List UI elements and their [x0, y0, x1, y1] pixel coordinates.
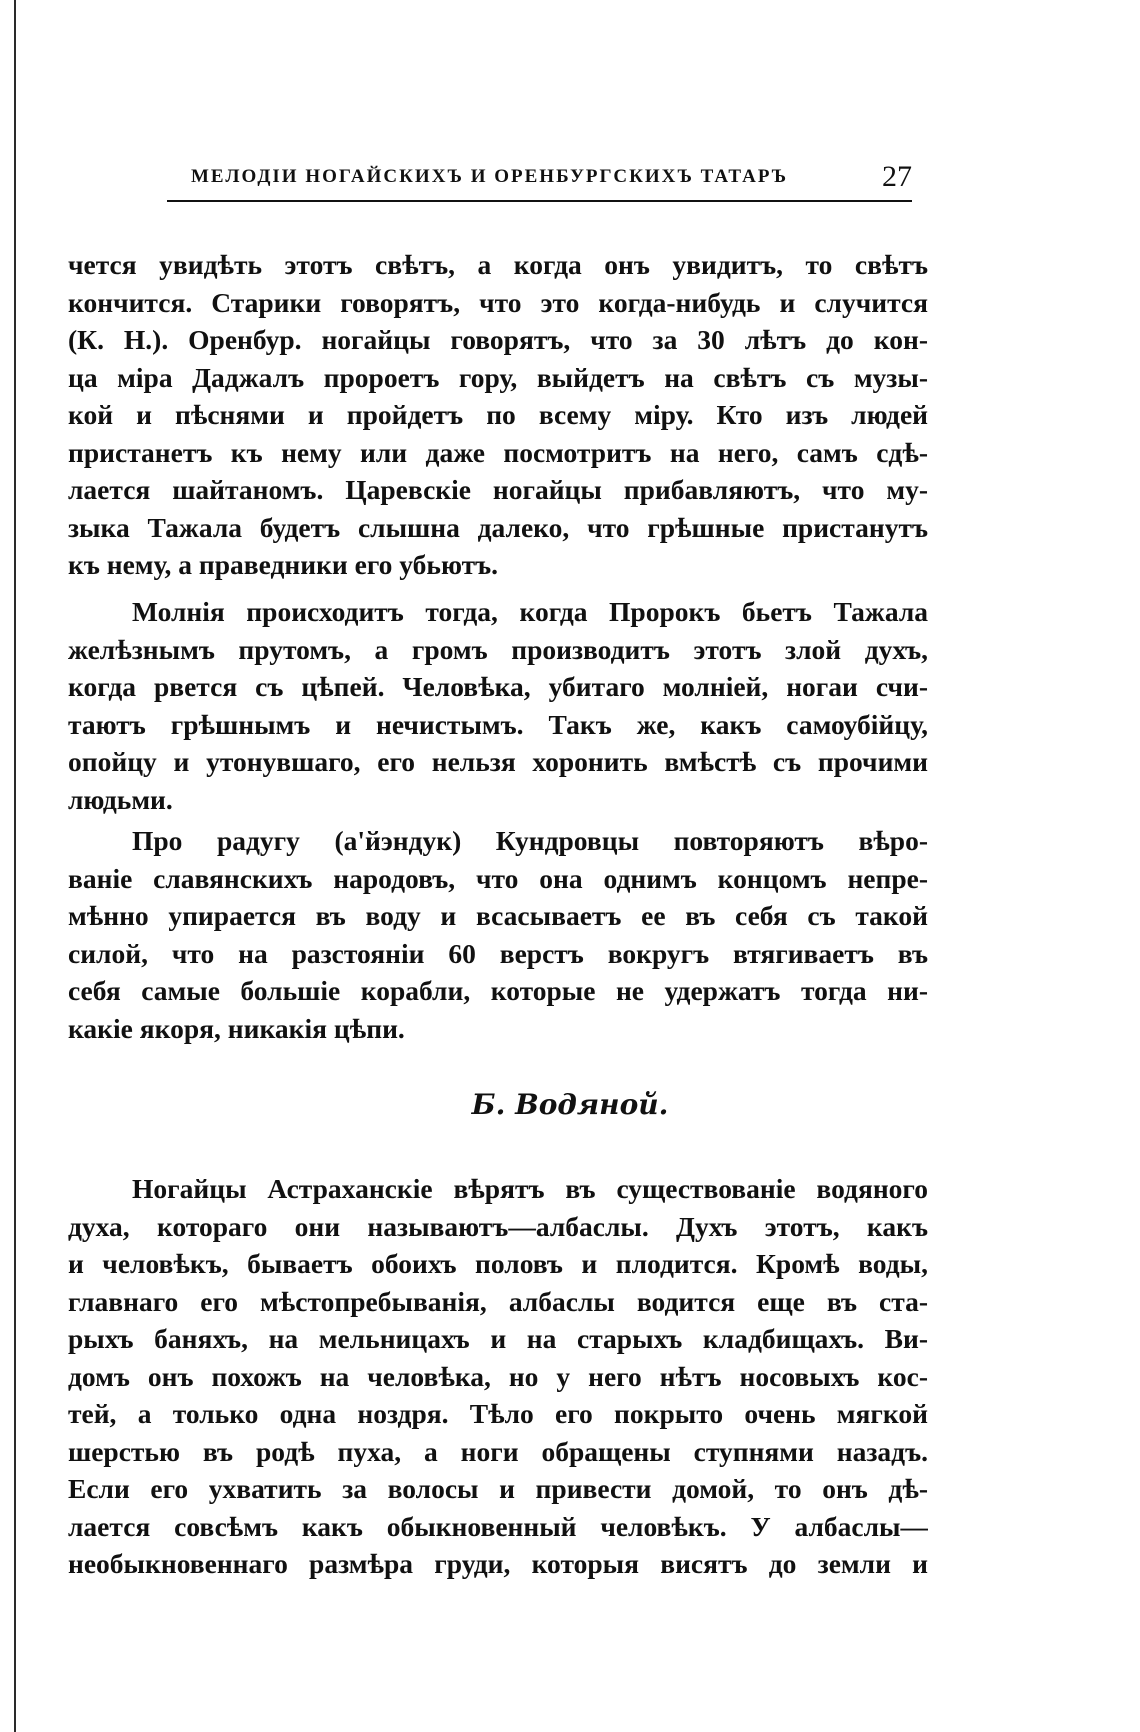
- header-title: МЕЛОДІИ НОГАЙСКИХЪ И ОРЕНБУРГСКИХЪ ТАТАРЪ: [191, 166, 789, 187]
- text-line: когда рвется съ цѣпей. Человѣка, убитаго молніей, ногаи счи-: [68, 671, 928, 702]
- text-line: какіе якоря, никакія цѣпи.: [68, 1012, 405, 1044]
- text-line: пристанетъ къ нему или даже посмотритъ на него, самъ сдѣ-: [68, 436, 928, 468]
- text-line: и человѣкъ, бываетъ обоихъ половъ и плодится. Кромѣ воды,: [68, 1248, 928, 1279]
- section-heading: Б. Водяной.: [471, 1088, 669, 1121]
- text-line: мѣнно упирается въ воду и всасываетъ ее въ себя съ такой: [68, 900, 928, 931]
- text-line: Ногайцы Астраханскіе вѣрятъ въ существованіе водяного: [132, 1173, 928, 1204]
- paragraph-1: [68, 246, 928, 584]
- page-edge: [14, 0, 16, 1732]
- text-line: чется увидѣть этотъ свѣтъ, а когда онъ увидитъ, то свѣтъ: [68, 249, 928, 280]
- text-line: необыкновеннаго размѣра груди, которыя висятъ до земли и: [68, 1548, 928, 1579]
- text-line: желѣзнымъ прутомъ, а громъ производитъ этотъ злой духъ,: [68, 633, 928, 665]
- paragraph-3: [68, 822, 928, 1047]
- text-line: опойцу и утонувшаго, его нельзя хоронить вмѣстѣ съ прочими: [68, 746, 928, 777]
- text-line: кончится. Старики говорятъ, что это когда-нибудь и случится: [68, 286, 928, 318]
- text-line: кой и пѣснями и пройдетъ по всему міру. Кто изъ людей: [68, 399, 928, 430]
- text-line: Про радугу (а'йэндук) Кундровцы повторяютъ вѣро-: [132, 825, 928, 856]
- text-line: зыка Тажала будетъ слышна далеко, что грѣшные пристанутъ: [68, 511, 928, 543]
- text-line: людьми.: [68, 783, 173, 815]
- text-line: духа, котораго они называютъ—албаслы. Духъ этотъ, какъ: [68, 1210, 928, 1242]
- text-line: къ нему, а праведники его убьютъ.: [68, 549, 499, 580]
- page-number: 27: [882, 160, 912, 193]
- text-line: таютъ грѣшнымъ и нечистымъ. Такъ же, какъ самоубійцу,: [68, 708, 928, 740]
- text-line: тей, а только одна ноздря. Тѣло его покрыто очень мягкой: [68, 1398, 928, 1429]
- text-line: Молнія происходитъ тогда, когда Пророкъ бьетъ Тажала: [132, 596, 928, 627]
- text-line: ваніе славянскихъ народовъ, что она однимъ концомъ непре-: [68, 862, 928, 894]
- text-line: главнаго его мѣстопребыванія, албаслы водится еще въ ста-: [68, 1285, 928, 1317]
- text-line: себя самые большіе корабли, которые не удержатъ тогда ни-: [68, 975, 928, 1006]
- text-line: рыхъ баняхъ, на мельницахъ и на старыхъ кладбищахъ. Ви-: [68, 1323, 928, 1354]
- running-header: [167, 160, 912, 202]
- text-line: домъ онъ похожъ на человѣка, но у него нѣтъ носовыхъ кос-: [68, 1360, 928, 1392]
- text-line: силой, что на разстояніи 60 верстъ вокругъ втягиваетъ въ: [68, 937, 928, 969]
- paragraph-4: [68, 1170, 928, 1583]
- text-line: лается совсѣмъ какъ обыкновенный человѣкъ. У албаслы—: [68, 1510, 928, 1542]
- text-line: шерстью въ родѣ пуха, а ноги обращены ступнями назадъ.: [68, 1435, 928, 1467]
- text-line: (К. Н.). Оренбур. ногайцы говорятъ, что за 30 лѣтъ до кон-: [68, 324, 928, 355]
- text-line: лается шайтаномъ. Царевскіе ногайцы прибавляютъ, что му-: [68, 474, 928, 505]
- text-line: ца міра Даджалъ пророетъ гору, выйдетъ на свѣтъ съ музы-: [68, 361, 928, 393]
- paragraph-2: [68, 593, 928, 818]
- text-line: Если его ухватить за волосы и привести домой, то онъ дѣ-: [68, 1473, 928, 1504]
